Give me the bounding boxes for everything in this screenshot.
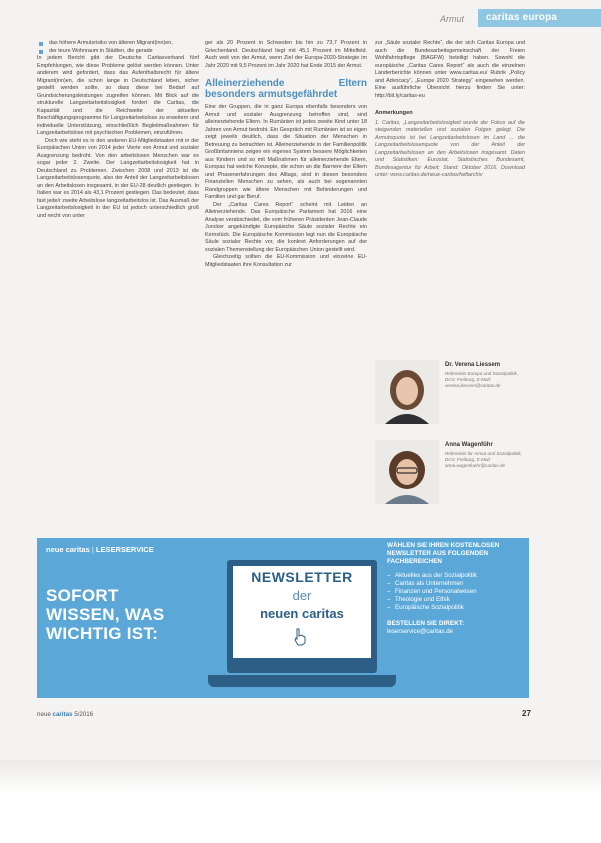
- ad-question: WÄHLEN SIE IHREN KOSTENLOSEN NEWSLETTER AUS FOLGENDEN FACHBEREICHEN: [387, 542, 500, 565]
- author-box: [375, 440, 525, 510]
- brand-banner: caritas europa: [478, 9, 601, 27]
- laptop-base: [208, 675, 396, 687]
- footnotes: 1. Caritas, „Langzeitarbeitslosigkeit wurde der Fokus auf die steigenden materiellen und sozialen Folgen gelegt. Die Armutsquote ist bei Langzeitarbeitslosen im Land ... die Langzeitarbeitslosenquote von der Anteil der Langzeitarbeitslosen an den Arbeitslosen insgesamt. Daten und Statistiken: Eurostat, Statistisches Bundesamt, Bundesagentur für Arbeit; Stand: Oktober 2016. Download unter: www.caritas.de/neue-caritas/heftarchiv: [375, 119, 525, 178]
- paragraph: Gleichzeitig sollten die EU-Kommission und einzelne EU-Mitgliedstaaten ihre Konsultation zur: [205, 254, 367, 268]
- ad-headline: [46, 586, 226, 643]
- paragraph: ger als 20 Prozent in Schweden bis hin zu 73,7 Prozent in Griechenland. Deutschland liegt mit 45,1 Prozent im Mittelfeld. Auch weit von der Armut, wenn Ziel der Europa-2020-Strategie im Jahr 2020 mit 9,5 Prozent im Jahr 2020 hat Ende 2015 der Armut.: [205, 40, 367, 69]
- author-box: [375, 360, 525, 430]
- footer-issue: [37, 711, 93, 718]
- monitor-screen: [233, 566, 371, 658]
- footer-brand: caritas: [52, 711, 73, 718]
- ad-tag-brand: neue caritas: [46, 545, 90, 554]
- screen-line: NEWSLETTER: [251, 569, 353, 585]
- paragraph: zur „Säule sozialer Rechte“, die der sich Caritas Europa und auch die Bundesarbeitsgemeinschaft der Freien Wohlfahrtspflege (BAGFW) beteiligt haben. Sowohl die europäische „Caritas Cares Report“ als auch die einzelnen Länderberichte können unter www.caritas.eu/ Rubrik „Policy and Advocacy“, „Europe 2020 Strategy“ eingesehen werden. Eine ausführliche Übersicht hierzu finden Sie unter: http://bit.ly/caritas-eu: [375, 40, 525, 99]
- ad-headline-line: WISSEN, WAS: [46, 605, 165, 624]
- author-bio: Referentin für Armut und Sozialpolitik, DCV, Freiburg, E-Mail: anna.wagenfuehr@caritas.de: [445, 451, 522, 468]
- bullet-item: der teure Wohnraum in Städten, die gerade: [37, 48, 199, 56]
- ad-headline-line: SOFORT: [46, 586, 119, 605]
- ad-info: [387, 542, 527, 636]
- paragraph: Eine der Gruppen, die in ganz Europa ebenfalls besonders von Armut und sozialer Ausgrenzung betroffen sind, sind alleinerziehende Eltern. In Rumänien ist jedes zweite Kind unter 18 Jahren von Armut bedroht. Ein Gespräch mit Rumänien ist so eigen zeigt jeweils deutlich, dass die Situation der Menschen in Betreuung zu betrachten ist. Alleinerziehende in der Familienpolitik Großbritanniens zeigen ein eigenes System bessere Möglichkeiten aus Kindern und so mit Maßnahmen für alleinerziehende Eltern, Europas hat welche Konzepte, die schon an die Barriere der Eltern und Phasenerfahrungen des Alltags, sind in diesen besonders Finanziellen Menschen zu sehen, als auch bei sogenannten Randgruppen wie ältere Menschen mit Behinderungen und Familien und gar Beruf.: [205, 104, 367, 200]
- page-number: 27: [522, 709, 531, 718]
- hand-cursor-icon: [293, 628, 307, 646]
- order-label: BESTELLEN SIE DIREKT:: [387, 620, 465, 627]
- ad-headline-line: WICHTIG IST:: [46, 624, 159, 643]
- author-name: Anna Wagenführ: [445, 442, 493, 448]
- newsletter-ad: [37, 538, 529, 698]
- section-subheading: Alleinerziehende Eltern besonders armutsgefährdet: [205, 78, 367, 100]
- bullet-list: [37, 40, 199, 55]
- order-email: leserservice@caritas.de: [387, 628, 454, 635]
- column-3: [375, 40, 525, 180]
- paragraph: Doch wie steht es in den anderen EU-Mitgliedstaaten mit in der Europäischen Union von 2014 jeder Vierte von Armut und sozialer Ausgrenzung bedroht. Von den arbeitslosen Menschen war es sogar jeder 2. Zweite. Der Langzeitarbeitslosigkeit hat in Deutschland zu Problemen. Zwischen 2008 und 2013 ist die Langzeitarbeitslosenquote, also der Anteil der Langzeitarbeitslosen an den Arbeitslosen insgesamt, in der EU-28 deutlich gestiegen. In Italien war es 2014 als 43,1 Prozent gestiegen. Das bedeutet, dass fast jede/r zweite Arbeitslose langzeitarbeitslos ist. Das Ausmaß der Langzeitarbeitslosigkeit in der EU ist jedoch unterschiedlich groß und reicht von unter: [37, 137, 199, 219]
- paragraph: Der „Caritas Cares Report“ scheint mit Leiden an Alleinerziehende. Das Europäische Parlament hat 2016 eine Analyse verabschiedet, die vom früheren Präsidenten Jean-Claude Juncker angekündigte Europäische Säule sozialer Rechte ein Kernstück. Die Europäische Kommission legt nun die Europäische Säule sozialer Rechte vor, die konkret Anforderungen auf der sozialen Themenstellung der Europäischen Union gestellt wird.: [205, 201, 367, 253]
- column-2: [205, 40, 367, 269]
- monitor-illustration: [227, 560, 377, 673]
- topic-item: – Aktuelles aus der Sozialpolitik: [387, 572, 527, 580]
- screen-line: neuen caritas: [260, 606, 344, 621]
- topic-list: [387, 572, 527, 612]
- author-bio: Referentin Europa und Sozialpolitik, DCV, Freiburg, E-Mail: verena.liessem@caritas.de: [445, 371, 519, 388]
- topic-item: – Finanzen und Personalwesen: [387, 588, 527, 596]
- section-label: Armut: [440, 14, 465, 24]
- topic-item: – Europäische Sozialpolitik: [387, 604, 527, 612]
- notes-heading: Anmerkungen: [375, 110, 413, 116]
- footer-prefix: neue: [37, 711, 51, 718]
- screen-line: der: [292, 588, 312, 603]
- bullet-item: das höhere Armutsrisiko von älteren Migrant(inn)en,: [37, 40, 199, 48]
- author-name: Dr. Verena Liessem: [445, 362, 501, 368]
- topic-item: – Theologie und Ethik: [387, 596, 527, 604]
- column-1: [37, 40, 199, 220]
- footer-issue-number: 5/2016: [74, 711, 94, 718]
- ad-tag-separator: |: [91, 545, 96, 554]
- page-shadow: [0, 760, 601, 843]
- author-photo: [375, 440, 439, 504]
- paragraph: In jedem Bericht gibt der Deutsche Caritasverband fünf Empfehlungen, wie diese Probleme gelöst werden können. Unter anderem wird gefordert, dass das Aufenthaltsrecht für ältere Migrant(inn)en, die schon lange in Deutschland leben, sicher gestellt werden sollte, so dass diese bei Bedarf auf Grundsicherungsleistungen zugreifen können. Mit Blick auf die strukturelle Langzeitarbeitslosigkeit fordert die Caritas, die Kapazität und die Reichweite der aktuellen Beschäftigungsprogramme für Langzeitarbeitslose zu erweitern und individuelle Unterstützung, einschließlich Begleitmaßnahmen für Langzeitarbeitslose mit psychischen Problemen, einzuführen.: [37, 55, 199, 136]
- ad-tag: [46, 545, 154, 554]
- ad-tag-service: LESERSERVICE: [95, 545, 154, 554]
- topic-item: – Caritas als Unternehmen: [387, 580, 527, 588]
- author-photo: [375, 360, 439, 424]
